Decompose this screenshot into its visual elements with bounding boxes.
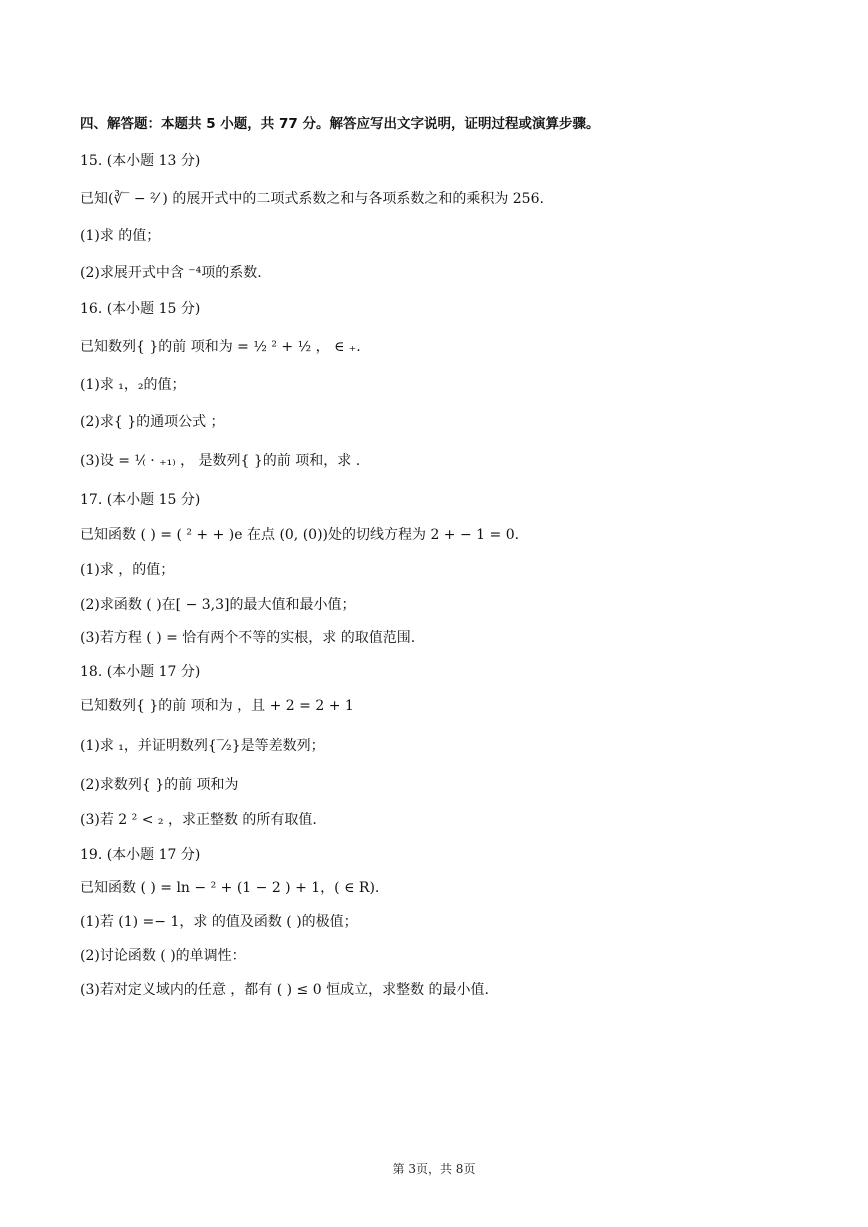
problem-16-heading: 16. (本小题 15 分): [80, 301, 201, 317]
problem-15-statement: 已知(∛‾ − ²⁄ ) 的展开式中的二项式系数之和与各项系数之和的乘积为 256.: [80, 191, 544, 207]
problem-18-statement: 已知数列{ }的前 项和为 ，且 + 2 = 2 + 1: [80, 698, 354, 714]
problem-18-part-2: (2)求数列{ }的前 项和为: [80, 777, 239, 793]
problem-15-part-2: (2)求展开式中含 ⁻⁴项的系数.: [80, 265, 262, 281]
problem-17-part-1: (1)求 ，的值；: [80, 562, 175, 578]
problem-19-part-3: (3)若对定义域内的任意 ，都有 ( ) ≤ 0 恒成立，求整数 的最小值.: [80, 982, 489, 998]
problem-16-statement: 已知数列{ }的前 项和为 = ½ ² + ½ ， ∈ ₊.: [80, 339, 361, 355]
problem-17-part-2: (2)求函数 ( )在[ − 3,3]的最大值和最小值；: [80, 597, 356, 613]
problem-16-part-2: (2)求{ }的通项公式 ；: [80, 414, 225, 430]
problem-15-heading: 15. (本小题 13 分): [80, 153, 201, 169]
problem-19-heading: 19. (本小题 17 分): [80, 847, 201, 863]
section-header: 四、解答题：本题共 5 小题，共 77 分。解答应写出文字说明，证明过程或演算步骤。: [80, 116, 600, 132]
problem-17-heading: 17. (本小题 15 分): [80, 492, 201, 508]
problem-19-part-2: (2)讨论函数 ( )的单调性：: [80, 948, 246, 964]
problem-16-part-3: (3)设 = ¹⁄₍ · ₊₁₎ ， 是数列{ }的前 项和，求 .: [80, 453, 361, 469]
problem-19-part-1: (1)若 (1) =− 1，求 的值及函数 ( )的极值；: [80, 914, 358, 930]
problem-19-statement: 已知函数 ( ) = ln − ² + (1 − 2 ) + 1，( ∈ R).: [80, 880, 380, 896]
problem-17-part-3: (3)若方程 ( ) = 恰有两个不等的实根，求 的取值范围.: [80, 630, 416, 646]
problem-18-heading: 18. (本小题 17 分): [80, 664, 201, 680]
page-footer: 第 3页，共 8页: [392, 1162, 476, 1176]
problem-16-part-1: (1)求 ₁，₂的值；: [80, 377, 186, 393]
problem-18-part-1: (1)求 ₁，并证明数列{‾⁄₂}是等差数列；: [80, 738, 325, 754]
problem-15-part-1: (1)求 的值；: [80, 228, 161, 244]
problem-18-part-3: (3)若 2 ² < ₂ ，求正整数 的所有取值.: [80, 812, 317, 828]
problem-17-statement: 已知函数 ( ) = ( ² + + )e 在点 (0, (0))处的切线方程为 2 + − 1 = 0.: [80, 527, 520, 543]
